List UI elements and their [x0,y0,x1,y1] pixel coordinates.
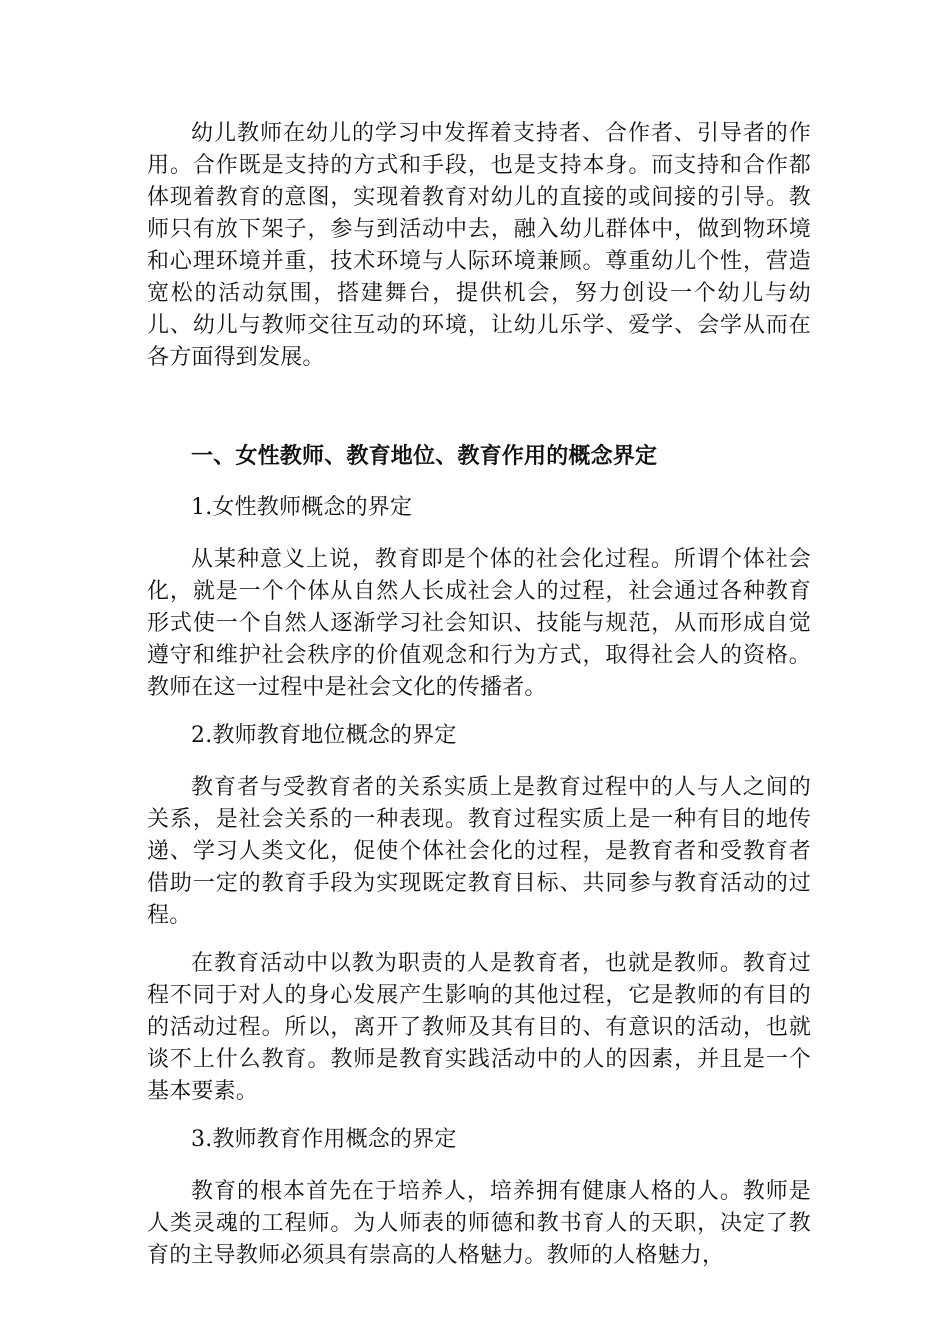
body-paragraph: 教育者与受教育者的关系实质上是教育过程中的人与人之间的关系，是社会关系的一种表现。教育过程实质上是一种有目的地传递、学习人类文化，促使个体社会化的过程，是教育者和受教育者借助一定的教育手段为实现既定教育目标、共同参与教育活动的过程。 [147,775,811,928]
subsection-heading-1: 1.女性教师概念的界定 [191,495,413,520]
subsection-heading-3: 3.教师教育作用概念的界定 [191,1127,457,1152]
subsection-heading-2: 2.教师教育地位概念的界定 [191,723,457,748]
section-heading: 一、女性教师、教育地位、教育作用的概念界定 [191,443,658,469]
body-paragraph: 教育的根本首先在于培养人，培养拥有健康人格的人。教师是人类灵魂的工程师。为人师表的师德和教书育人的天职，决定了教育的主导教师必须具有崇高的人格魅力。教师的人格魅力， [147,1179,811,1268]
body-paragraph: 在教育活动中以教为职责的人是教育者，也就是教师。教育过程不同于对人的身心发展产生影响的其他过程，它是教师的有目的的活动过程。所以，离开了教师及其有目的、有意识的活动，也就谈不上什么教育。教师是教育实践活动中的人的因素，并且是一个基本要素。 [147,951,811,1104]
document-body [147,118,811,1288]
intro-paragraph: 幼儿教师在幼儿的学习中发挥着支持者、合作者、引导者的作用。合作既是支持的方式和手段，也是支持本身。而支持和合作都体现着教育的意图，实现着教育对幼儿的直接的或间接的引导。教师只有放下架子，参与到活动中去，融入幼儿群体中，做到物环境和心理环境并重，技术环境与人际环境兼顾。尊重幼儿个性，营造宽松的活动氛围，搭建舞台，提供机会，努力创设一个幼儿与幼儿、幼儿与教师交往互动的环境，让幼儿乐学、爱学、会学从而在各方面得到发展。 [147,121,811,370]
body-paragraph: 从某种意义上说，教育即是个体的社会化过程。所谓个体社会化，就是一个个体从自然人长成社会人的过程，社会通过各种教育形式使一个自然人逐渐学习社会知识、技能与规范，从而形成自觉遵守和维护社会秩序的价值观念和行为方式，取得社会人的资格。教师在这一过程中是社会文化的传播者。 [147,547,811,700]
